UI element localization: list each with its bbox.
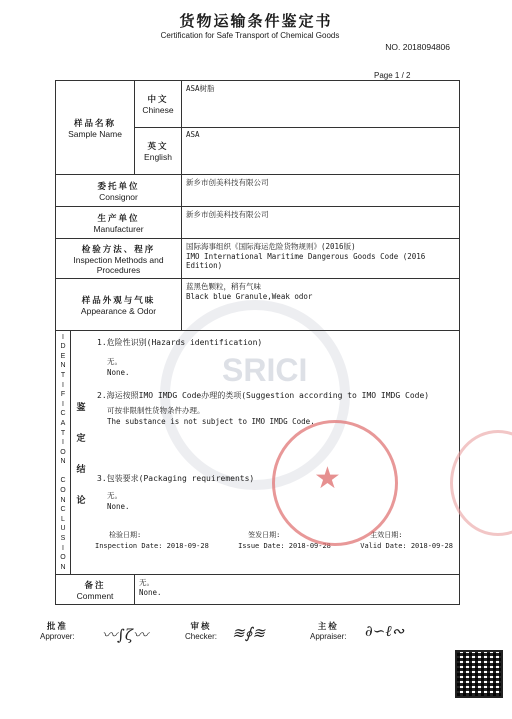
issue-date: 签发日期: Issue Date: 2018-09-28 [238,531,331,550]
seal-star-icon: ★ [314,461,341,496]
packaging-en: None. [107,502,130,511]
hazard-title: 1.危险性识别(Hazards identification) [97,338,263,347]
manufacturer-label: 生产单位 Manufacturer [56,207,182,239]
english-label: 英文 English [135,128,182,175]
conclusion-body [91,331,459,574]
page-number: Page 1 / 2 [374,71,411,80]
appraiser-label: 主检 Appraiser: [310,621,347,641]
conclusion-vertical-en [56,331,71,574]
checker-signature: ≋∮≋ [232,624,265,642]
comment-value: 无。 None. [135,575,460,605]
conclusion-vertical-zh: 鉴 定 结 论 [76,402,86,506]
consignor-value: 新乡市创美科技有限公司 [182,175,460,207]
document-title-zh: 货物运输条件鉴定书 [179,12,333,30]
imdg-zh: 可按非限制性货物条件办理。 [107,406,205,415]
approver-label: 批准 Approver: [40,621,75,641]
hazard-en: None. [107,368,130,377]
appearance-label: 样品外观与气味 Appearance & Odor [56,279,182,331]
inspection-label: 检验方法、程序 Inspection Methods and Procedures [56,239,182,279]
valid-date: 生效日期: Valid Date: 2018-09-28 [360,531,453,550]
comment-label: 备注 Comment [56,575,135,605]
inspection-value: 国际海事组织《国际海运危险货物规则》(2016版) IMO International Maritime Dangerous Goods Code (2016 Edition) [182,239,460,279]
certificate-number: NO. 2018094806 [385,42,450,52]
hazard-zh: 无。 [107,357,122,366]
watermark-text: SRICI [222,352,308,388]
consignor-label: 委托单位 Consignor [56,175,182,207]
sample-name-english-value: ASA [182,128,460,175]
packaging-title: 3.包装要求(Packaging requirements) [97,474,255,483]
document-title-en: Certification for Safe Transport of Chemical Goods [160,31,340,40]
certificate-table [55,80,460,605]
inspection-date: 检验日期: Inspection Date: 2018-09-28 [95,531,209,550]
imdg-title: 2.海运按照IMO IMDG Code办理的类项(Suggestion according to IMO IMDG Code) [97,391,430,400]
checker-label: 审核 Checker: [185,621,218,641]
chinese-label: 中文 Chinese [135,81,182,128]
dates-row [95,530,453,552]
qr-code-icon [455,650,503,698]
packaging-zh: 无。 [107,491,122,500]
appraiser-signature: ∂∽ℓ∾ [365,622,405,640]
imdg-en: The substance is not subject to IMO IMDG Code. [107,417,315,426]
identification-conclusion-text: I D E N T I F I C A T I O N C O N C L U S I O N [60,333,66,571]
sample-name-label: 样品名称 Sample Name [56,81,135,175]
manufacturer-value: 新乡市创美科技有限公司 [182,207,460,239]
conclusion-cell [56,331,460,575]
approver-signature: 〰∫ζ〰 [102,626,148,644]
sample-name-chinese-value: ASA树脂 [182,81,460,128]
appearance-value: 蓝黑色颗粒，稍有气味 Black blue Granule,Weak odor [182,279,460,331]
